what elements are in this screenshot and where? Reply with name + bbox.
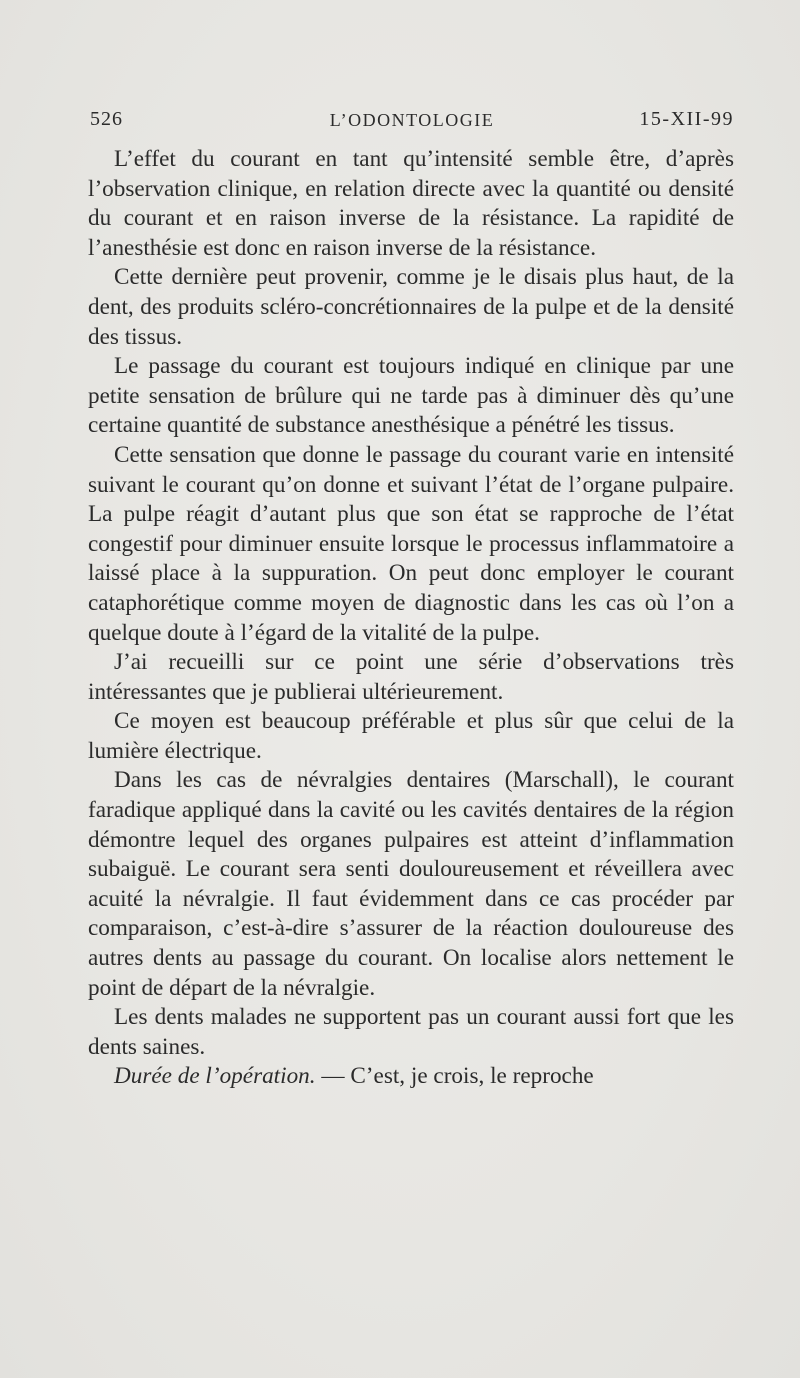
journal-title: L’ODONTOLOGIE [329,110,495,130]
paragraph: Cette dernière peut provenir, comme je le disais plus haut, de la dent, des produits scléro-concrétionnaires de la pulpe et de la densité des tissus. [88,264,734,350]
paragraph: Le passage du courant est toujours indiqué en clinique par une petite sensation de brûlure qui ne tarde pas à diminuer dès qu’une certaine quantité de substance anesthésique a pénétré les tissus. [88,353,734,439]
section-heading-italic: Durée de l’opération. [114,1063,316,1090]
paragraph: Dans les cas de névralgies dentaires (Marschall), le courant faradique appliqué dans la cavité ou les cavités dentaires de la région démontre lequel des organes pulpaires est atteint d’inflammation subaiguë. Le courant sera senti douloureusement et réveillera avec acuité la névralgie. Il faut évidemment dans ce cas procéder par comparaison, c’est-à-dire s’assurer de la réaction douloureuse des autres dents au passage du courant. On localise alors nettement le point de départ de la névralgie. [88,767,734,1001]
paragraph: Cette sensation que donne le passage du courant varie en intensité suivant le courant qu’on donne et suivant l’état de l’organe pulpaire. La pulpe réagit d’autant plus que son état se rapproche de l’état congestif pour diminuer ensuite lorsque le processus inflammatoire a laissé place à la suppuration. On peut donc employer le courant cataphorétique comme moyen de diagnostic dans les cas où l’on a quelque doute à l’égard de la vitalité de la pulpe. [88,441,734,646]
paragraph: Les dents malades ne supportent pas un courant aussi fort que les dents saines. [88,1004,734,1060]
paragraph-last [88,1062,734,1092]
paragraph-text: — C’est, je crois, le reproche [315,1063,594,1090]
paragraph: L’effet du courant en tant qu’intensité semble être, d’après l’observation clinique, en relation directe avec la quantité ou densité du courant et en raison inverse de la résistance. La rapidité de l’anesthésie est donc en raison inverse de la résistance. [88,146,734,261]
paragraph: Ce moyen est beaucoup préférable et plus sûr que celui de la lumière électrique. [88,708,734,764]
running-header [90,108,734,140]
body-text [88,145,734,1092]
page-number: 526 [90,108,123,130]
paragraph: J’ai recueilli sur ce point une série d’observations très intéressantes que je publierai ultérieurement. [88,649,734,705]
issue-date: 15-XII-99 [639,108,734,130]
